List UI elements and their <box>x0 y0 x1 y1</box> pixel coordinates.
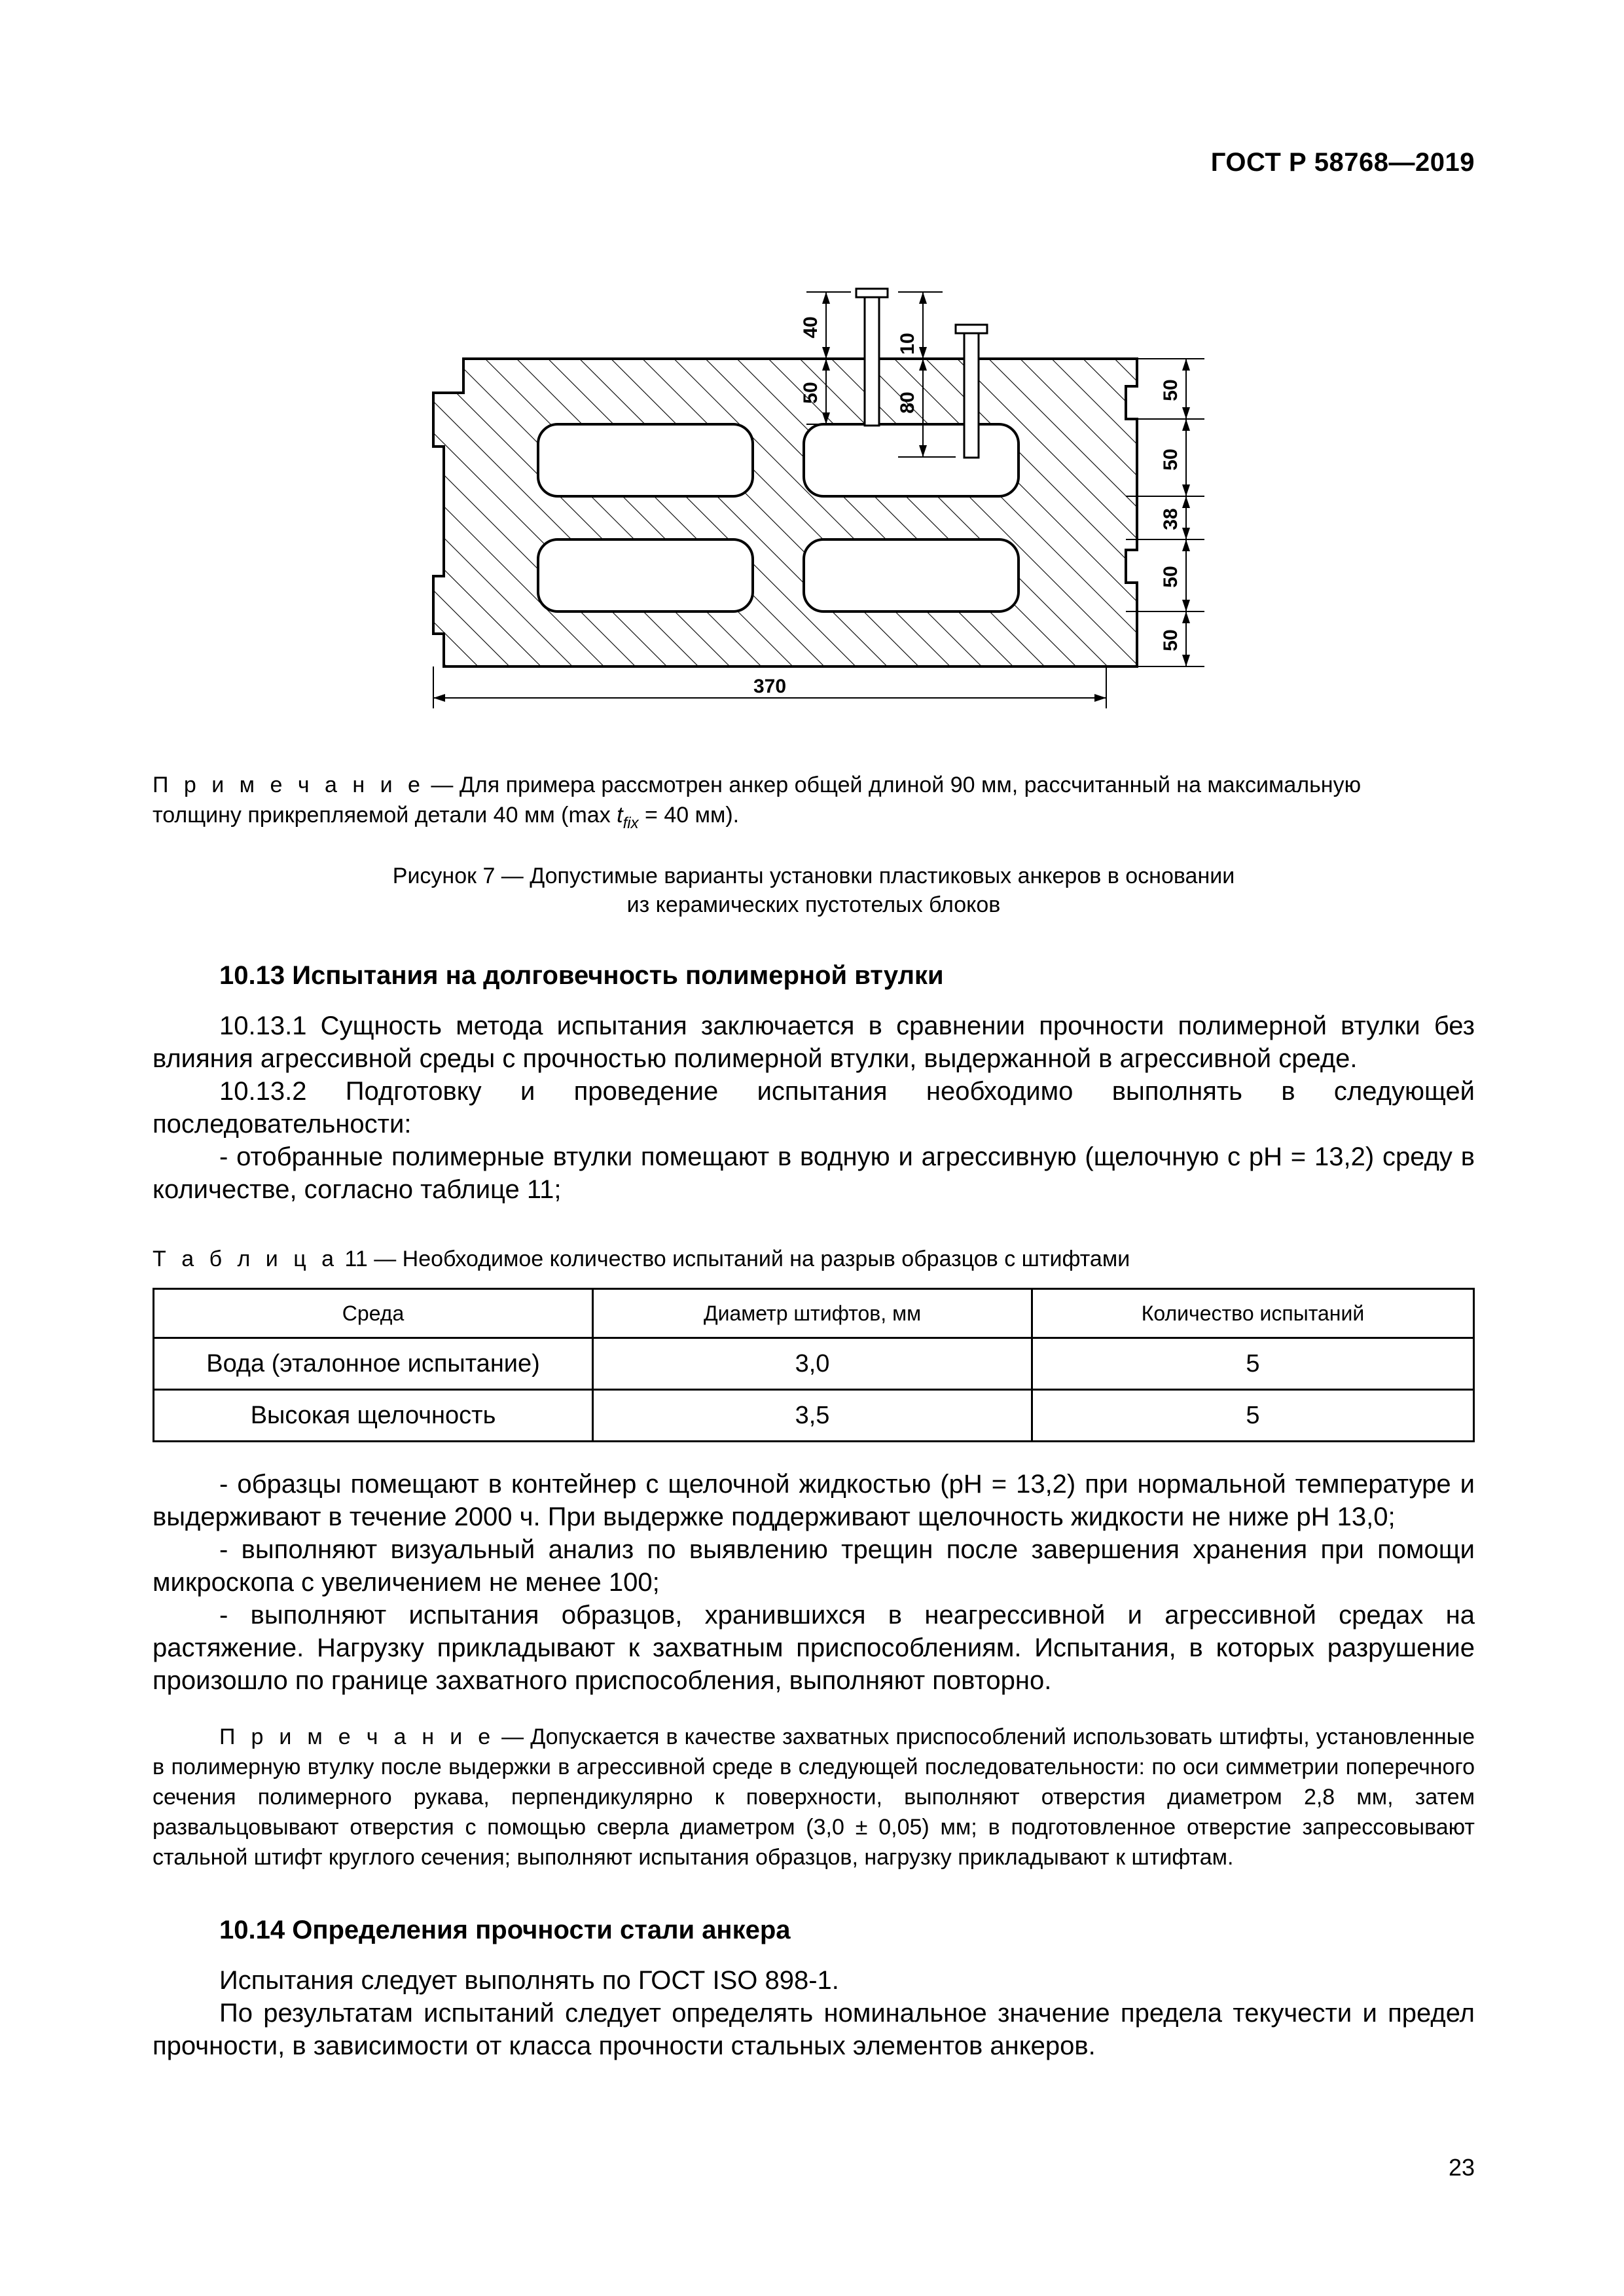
table-cell: 5 <box>1032 1338 1473 1390</box>
dim-right-4: 50 <box>1160 566 1182 588</box>
section-10-14-body <box>153 1964 1475 2062</box>
figure-note-line2-pre: толщину прикрепляемой детали 40 мм (max <box>153 803 617 828</box>
table-row <box>154 1338 1474 1390</box>
dim-right-1: 50 <box>1160 379 1182 401</box>
dim-40: 40 <box>800 316 821 338</box>
figure-note-sub: fix <box>623 814 639 832</box>
figure-note-label: П р и м е ч а н и е <box>153 773 425 797</box>
para-10-14-2: По результатам испытаний следует определять номинальное значение предела текучести и предел прочности, в зависимости от класса прочности стальных элементов анкеров. <box>153 1999 1475 2060</box>
void-bottom-right <box>804 539 1019 611</box>
figure-block-section <box>419 275 1231 727</box>
para-10-14-1: Испытания следует выполнять по ГОСТ ISO 898-1. <box>219 1966 839 1995</box>
bullet-2: - образцы помещают в контейнер с щелочной жидкостью (pH = 13,2) при нормальной температуре и выдерживают в течение 2000 ч. При выдержке поддерживают щелочность жидкости не ниже pH 13,0; <box>153 1470 1475 1531</box>
block-outline <box>433 359 1137 666</box>
table-title: 11 — Необходимое количество испытаний на разрыв образцов с штифтами <box>338 1247 1130 1271</box>
figure-note-line1: — Для примера рассмотрен анкер общей длиной 90 мм, рассчитанный на максимальную <box>424 773 1362 797</box>
table-11 <box>153 1288 1475 1442</box>
table-caption <box>153 1247 1130 1272</box>
para-bullet-1: - отобранные полимерные втулки помещают в водную и агрессивную (щелочную с pH = 13,2) среду в количестве, согласно таблице 11; <box>153 1142 1475 1204</box>
dim-50-anchor: 50 <box>800 382 821 404</box>
table-header-row <box>154 1289 1474 1338</box>
table-cell: 5 <box>1032 1390 1473 1442</box>
dim-80: 80 <box>897 392 918 414</box>
figure-note <box>153 770 1475 839</box>
section-10-14-heading: 10.14 Определения прочности стали анкера <box>219 1916 791 1944</box>
table-header-cell: Диаметр штифтов, мм <box>593 1289 1032 1338</box>
table-header-cell: Среда <box>154 1289 593 1338</box>
table-cell: 3,5 <box>593 1390 1032 1442</box>
after-table-body <box>153 1468 1475 1697</box>
bullet-4: - выполняют испытания образцов, хранившихся в неагрессивной и агрессивной средах на растяжение. Нагрузку прикладывают к захватным приспособлениям. Испытания, в которых разрушение произошло по границе захватного приспособления, выполняют повторно. <box>153 1601 1475 1695</box>
para-10-13-2: 10.13.2 Подготовку и проведение испытания необходимо выполнять в следующей последовательности: <box>153 1077 1475 1139</box>
dim-right-3: 38 <box>1160 508 1182 530</box>
dim-right-2: 50 <box>1160 448 1182 471</box>
bullet-3: - выполняют визуальный анализ по выявлению трещин после завершения хранения при помощи микроскопа с увеличением не менее 100; <box>153 1535 1475 1597</box>
void-top-left <box>538 424 753 496</box>
second-note <box>153 1722 1475 1872</box>
figure-caption-line1: Рисунок 7 — Допустимые варианты установки пластиковых анкеров в основании <box>392 864 1235 888</box>
table-header-cell: Количество испытаний <box>1032 1289 1473 1338</box>
figure-note-line2-post: = 40 мм). <box>638 803 740 828</box>
void-bottom-left <box>538 539 753 611</box>
page-number: 23 <box>1448 2154 1475 2181</box>
dim-width: 370 <box>753 676 787 697</box>
second-note-label: П р и м е ч а н и е <box>219 1724 496 1749</box>
section-10-13-heading: 10.13 Испытания на долговечность полимерной втулки <box>219 961 944 990</box>
void-top-right <box>804 424 1019 496</box>
table-row <box>154 1390 1474 1442</box>
figure-caption-line2: из керамических пустотелых блоков <box>626 892 1001 917</box>
dim-right-5: 50 <box>1160 629 1182 651</box>
para-10-13-1: 10.13.1 Сущность метода испытания заключается в сравнении прочности полимерной втулки без влияния агрессивной среды с прочностью полимерной втулки, выдержанной в агрессивной среде. <box>153 1011 1475 1073</box>
dim-10: 10 <box>897 333 918 355</box>
table-cell: Вода (эталонное испытание) <box>154 1338 593 1390</box>
table-cell: 3,0 <box>593 1338 1032 1390</box>
figure-caption <box>153 862 1475 919</box>
figure-note-t: t <box>617 803 623 828</box>
document-header: ГОСТ Р 58768—2019 <box>1210 148 1475 177</box>
second-note-text: — Допускается в качестве захватных приспособлений использовать штифты, установленные в полимерную втулку после выдержки в агрессивной среде в следующей последовательности: по оси симметрии поперечного сечения полимерного рукава, перпендикулярно к поверхности, выполняют отверстия диаметром 2,8 мм, затем развальцовывают отверстия с помощью сверла диаметром (3,0 ± 0,05) мм; в подготовленное отверстие запрессовывают стальной штифт круглого сечения; выполняют испытания образцов, нагрузку прикладывают к штифтам. <box>153 1724 1475 1870</box>
table-label: Т а б л и ц а <box>153 1247 339 1271</box>
table-cell: Высокая щелочность <box>154 1390 593 1442</box>
section-10-13-body <box>153 1010 1475 1206</box>
